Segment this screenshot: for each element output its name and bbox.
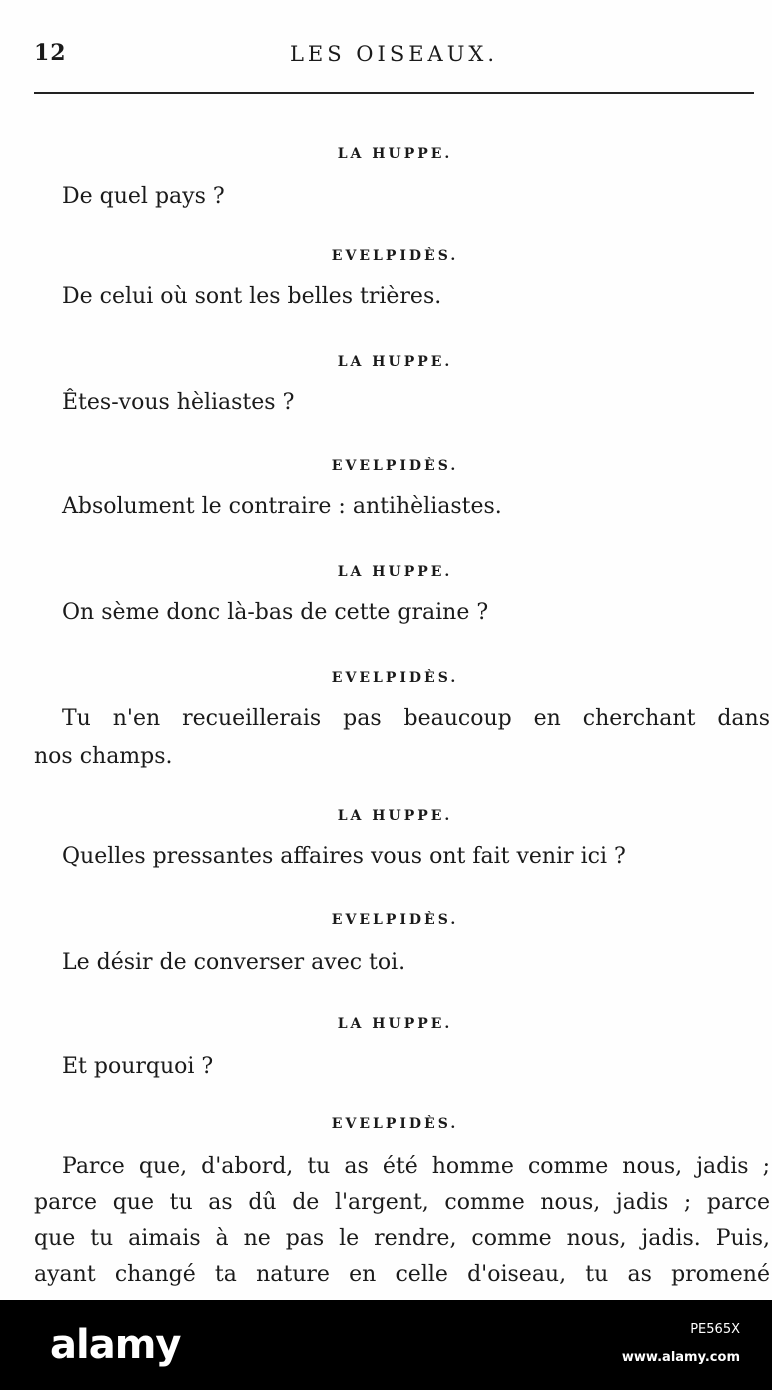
speaker-label: EVELPIDÈS. (331, 670, 459, 686)
page-number: 12 (34, 40, 67, 66)
dialogue-line: Quelles pressantes affaires vous ont fait venir ici ? (62, 844, 626, 869)
header-rule (34, 92, 754, 94)
site-url: www.alamy.com (621, 1350, 740, 1365)
dialogue-line: Absolument le contraire : antihèliastes. (62, 494, 502, 519)
alamy-logo: alamy (50, 1322, 181, 1368)
speaker-label: EVELPIDÈS. (331, 912, 459, 928)
speaker-label: LA HUPPE. (337, 354, 453, 370)
watermark-bar (0, 1300, 772, 1390)
dialogue-line: que tu aimais à ne pas le rendre, comme nous, jadis. Puis, (34, 1226, 770, 1251)
dialogue-line: Parce que, d'abord, tu as été homme comme nous, jadis ; (62, 1154, 770, 1179)
image-id: PE565X (690, 1322, 740, 1337)
dialogue-line: De quel pays ? (62, 184, 225, 209)
dialogue-line: ayant changé ta nature en celle d'oiseau, tu as promené (34, 1262, 770, 1287)
running-title: LES OISEAUX. (289, 42, 499, 66)
dialogue-line: On sème donc là-bas de cette graine ? (62, 600, 489, 625)
speaker-label: LA HUPPE. (337, 564, 453, 580)
dialogue-line: nos champs. (34, 744, 173, 769)
dialogue-line: Êtes-vous hèliastes ? (62, 390, 295, 415)
speaker-label: LA HUPPE. (337, 146, 453, 162)
speaker-label: EVELPIDÈS. (331, 1116, 459, 1132)
dialogue-line: De celui où sont les belles trières. (62, 284, 442, 309)
dialogue-line: parce que tu as dû de l'argent, comme nous, jadis ; parce (34, 1190, 770, 1215)
speaker-label: LA HUPPE. (337, 1016, 453, 1032)
page-header (34, 34, 754, 74)
dialogue-line: Et pourquoi ? (62, 1054, 214, 1079)
dialogue-line: Le désir de converser avec toi. (62, 950, 406, 975)
speaker-label: EVELPIDÈS. (331, 458, 459, 474)
dialogue-line: Tu n'en recueillerais pas beaucoup en cherchant dans (62, 706, 770, 731)
speaker-label: EVELPIDÈS. (331, 248, 459, 264)
speaker-label: LA HUPPE. (337, 808, 453, 824)
